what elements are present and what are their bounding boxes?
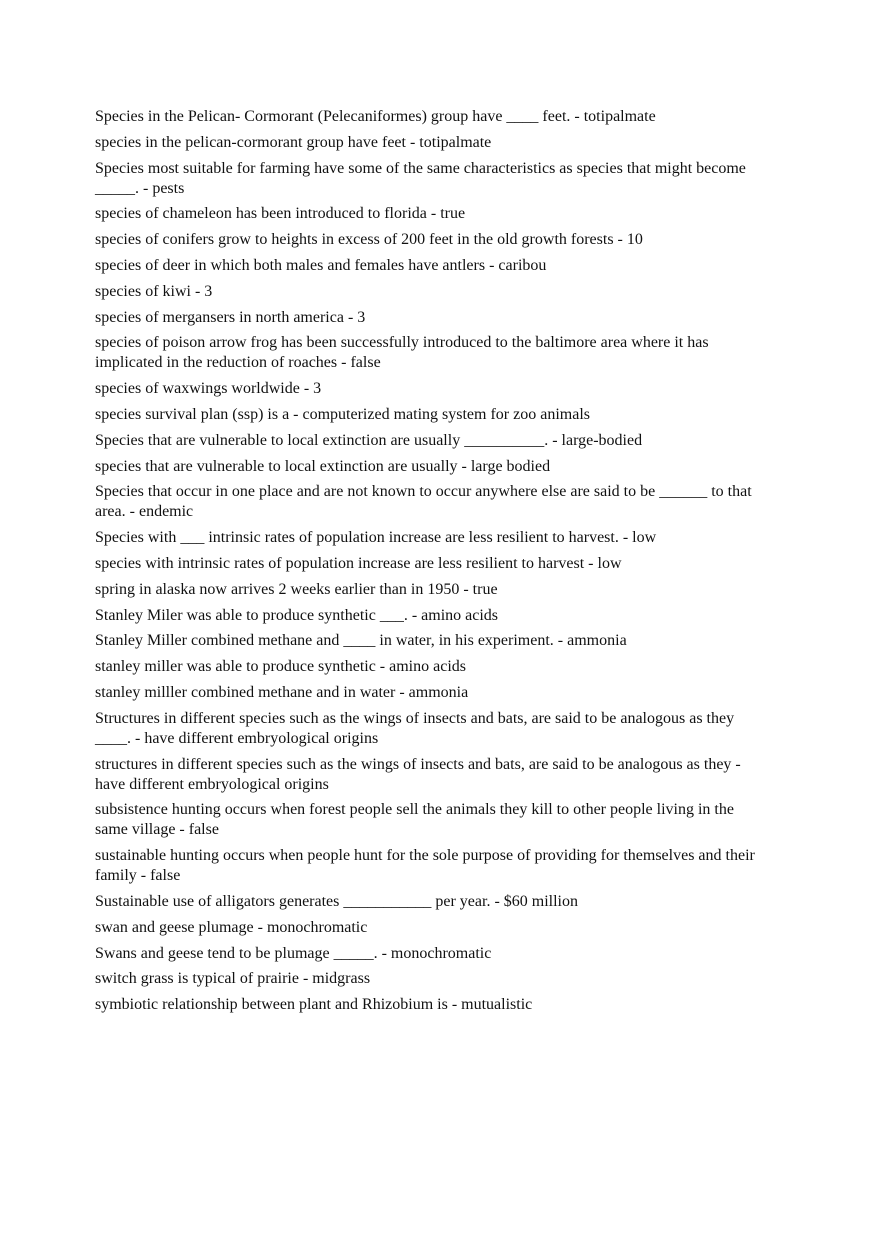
list-item: structures in different species such as the wings of insects and bats, are said to be analogous as they - have different embryological origins xyxy=(95,755,741,793)
list-item: subsistence hunting occurs when forest people sell the animals they kill to other people living in the same village - false xyxy=(95,801,734,839)
list-item: Stanley Miller combined methane and ____ in water, in his experiment. - ammonia xyxy=(95,632,627,650)
list-item: species of chameleon has been introduced to florida - true xyxy=(95,205,466,223)
list-item: Stanley Miler was able to produce synthetic ___. - amino acids xyxy=(95,606,499,624)
list-item: Species most suitable for farming have some of the same characteristics as species that might become _____. - pests xyxy=(95,159,746,197)
list-item: species with intrinsic rates of population increase are less resilient to harvest - low xyxy=(95,554,622,572)
list-item: symbiotic relationship between plant and Rhizobium is - mutualistic xyxy=(95,996,533,1014)
list-item: spring in alaska now arrives 2 weeks earlier than in 1950 - true xyxy=(95,580,498,598)
list-item: stanley milller combined methane and in water - ammonia xyxy=(95,683,469,701)
list-item: species of deer in which both males and females have antlers - caribou xyxy=(95,256,547,274)
list-item: switch grass is typical of prairie - midgrass xyxy=(95,970,371,988)
list-item: species that are vulnerable to local extinction are usually - large bodied xyxy=(95,457,551,475)
list-item: species of kiwi - 3 xyxy=(95,282,213,300)
list-item: species in the pelican-cormorant group have feet - totipalmate xyxy=(95,133,492,151)
list-item: species of waxwings worldwide - 3 xyxy=(95,380,322,398)
list-item: swan and geese plumage - monochromatic xyxy=(95,918,368,936)
list-item: species survival plan (ssp) is a - computerized mating system for zoo animals xyxy=(95,405,590,423)
flashcard-list xyxy=(95,107,755,1021)
list-item: Species in the Pelican- Cormorant (Pelecaniformes) group have ____ feet. - totipalmate xyxy=(95,108,656,125)
list-item: Species that are vulnerable to local extinction are usually __________. - large-bodied xyxy=(95,431,643,449)
list-item: stanley miller was able to produce synthetic - amino acids xyxy=(95,658,466,676)
list-item: Structures in different species such as the wings of insects and bats, are said to be analogous as they ____. - have different embryological origins xyxy=(95,709,735,747)
list-item: Species that occur in one place and are not known to occur anywhere else are said to be ______ to that area. - endemic xyxy=(95,483,752,521)
list-item: species of mergansers in north america - 3 xyxy=(95,308,366,326)
list-item: Swans and geese tend to be plumage _____. - monochromatic xyxy=(95,944,492,962)
list-item: sustainable hunting occurs when people hunt for the sole purpose of providing for themselves and their family - false xyxy=(95,847,755,885)
list-item: species of conifers grow to heights in excess of 200 feet in the old growth forests - 10 xyxy=(95,231,643,249)
list-item: Species with ___ intrinsic rates of population increase are less resilient to harvest. - low xyxy=(95,529,657,547)
list-item: Sustainable use of alligators generates ___________ per year. - $60 million xyxy=(95,892,578,910)
list-item: species of poison arrow frog has been successfully introduced to the baltimore area where it has implicated in the reduction of roaches - false xyxy=(95,334,709,372)
